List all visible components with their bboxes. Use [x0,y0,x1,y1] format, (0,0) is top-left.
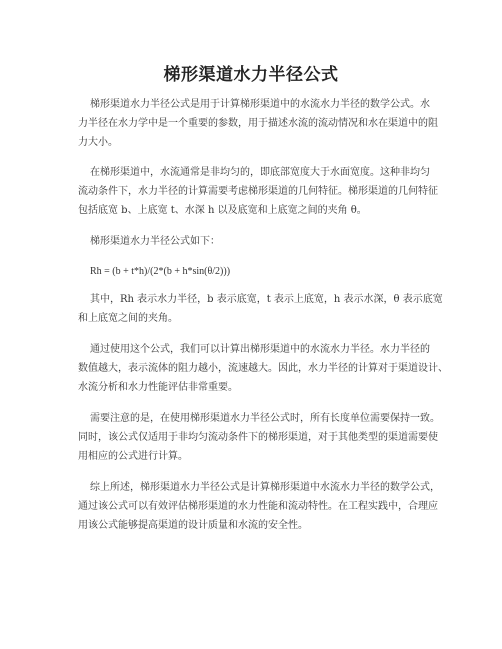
paragraph-geometry [78,163,438,220]
paragraph-variables [78,290,443,328]
text-line: 通过该公式可以有效评估梯形渠道的水力性能和流动特性。在工程实践中，合理应 [78,501,438,512]
text-line: 和上底宽之间的夹角。 [78,313,178,324]
document-title: 梯形渠道水力半径公式 [163,65,339,85]
paragraph-intro [78,95,438,152]
paragraph-formula-intro [78,232,434,251]
paragraph-conclusion [78,478,440,535]
text-line: 数值越大，表示流体的阻力越小，流速越大。因此，水力半径的计算对于渠道设计、 [78,363,448,374]
formula-text: Rh = (b + t*h)/(2*(b + h*sin(θ/2))) [90,266,231,277]
text-line: 综上所述，梯形渠道水力半径公式是计算梯形渠道中水流水力半径的数学公式， [90,482,440,493]
text-line: 力半径在水力学中是一个重要的参数，用于描述水流的流动情况和水在渠道中的阻 [78,118,438,129]
text-line: 需要注意的是，在使用梯形渠道水力半径公式时，所有长度单位需要保持一致。 [90,413,440,424]
text-line: 包括底宽 b、上底宽 t、水深 h 以及底宽和上底宽之间的夹角 θ。 [78,205,367,216]
text-line: 用相应的公式进行计算。 [78,451,188,462]
paragraph-notes [78,409,440,466]
text-line: 通过使用这个公式，我们可以计算出梯形渠道中的水流水力半径。水力半径的 [90,344,430,355]
text-line: 水流分析和水力性能评估非常重要。 [78,382,238,393]
paragraph-usage [78,340,448,397]
text-line: 梯形渠道水力半径公式是用于计算梯形渠道中的水流水力半径的数学公式。水 [90,99,430,110]
text-line: 同时，该公式仅适用于非均匀流动条件下的梯形渠道，对于其他类型的渠道需要使 [78,432,438,443]
paragraph-formula [78,262,434,281]
text-line: 用该公式能够提高渠道的设计质量和水流的安全性。 [78,520,308,531]
text-line: 流动条件下，水力半径的计算需要考虑梯形渠道的几何特征。梯形渠道的几何特征 [78,186,438,197]
text-line: 在梯形渠道中，水流通常是非均匀的，即底部宽度大于水面宽度。这种非均匀 [90,167,430,178]
text-line: 其中，Rh 表示水力半径，b 表示底宽，t 表示上底宽，h 表示水深，θ 表示底宽 [90,294,443,305]
text-line: 梯形渠道水力半径公式如下： [90,236,220,247]
text-line: 力大小。 [78,137,118,148]
